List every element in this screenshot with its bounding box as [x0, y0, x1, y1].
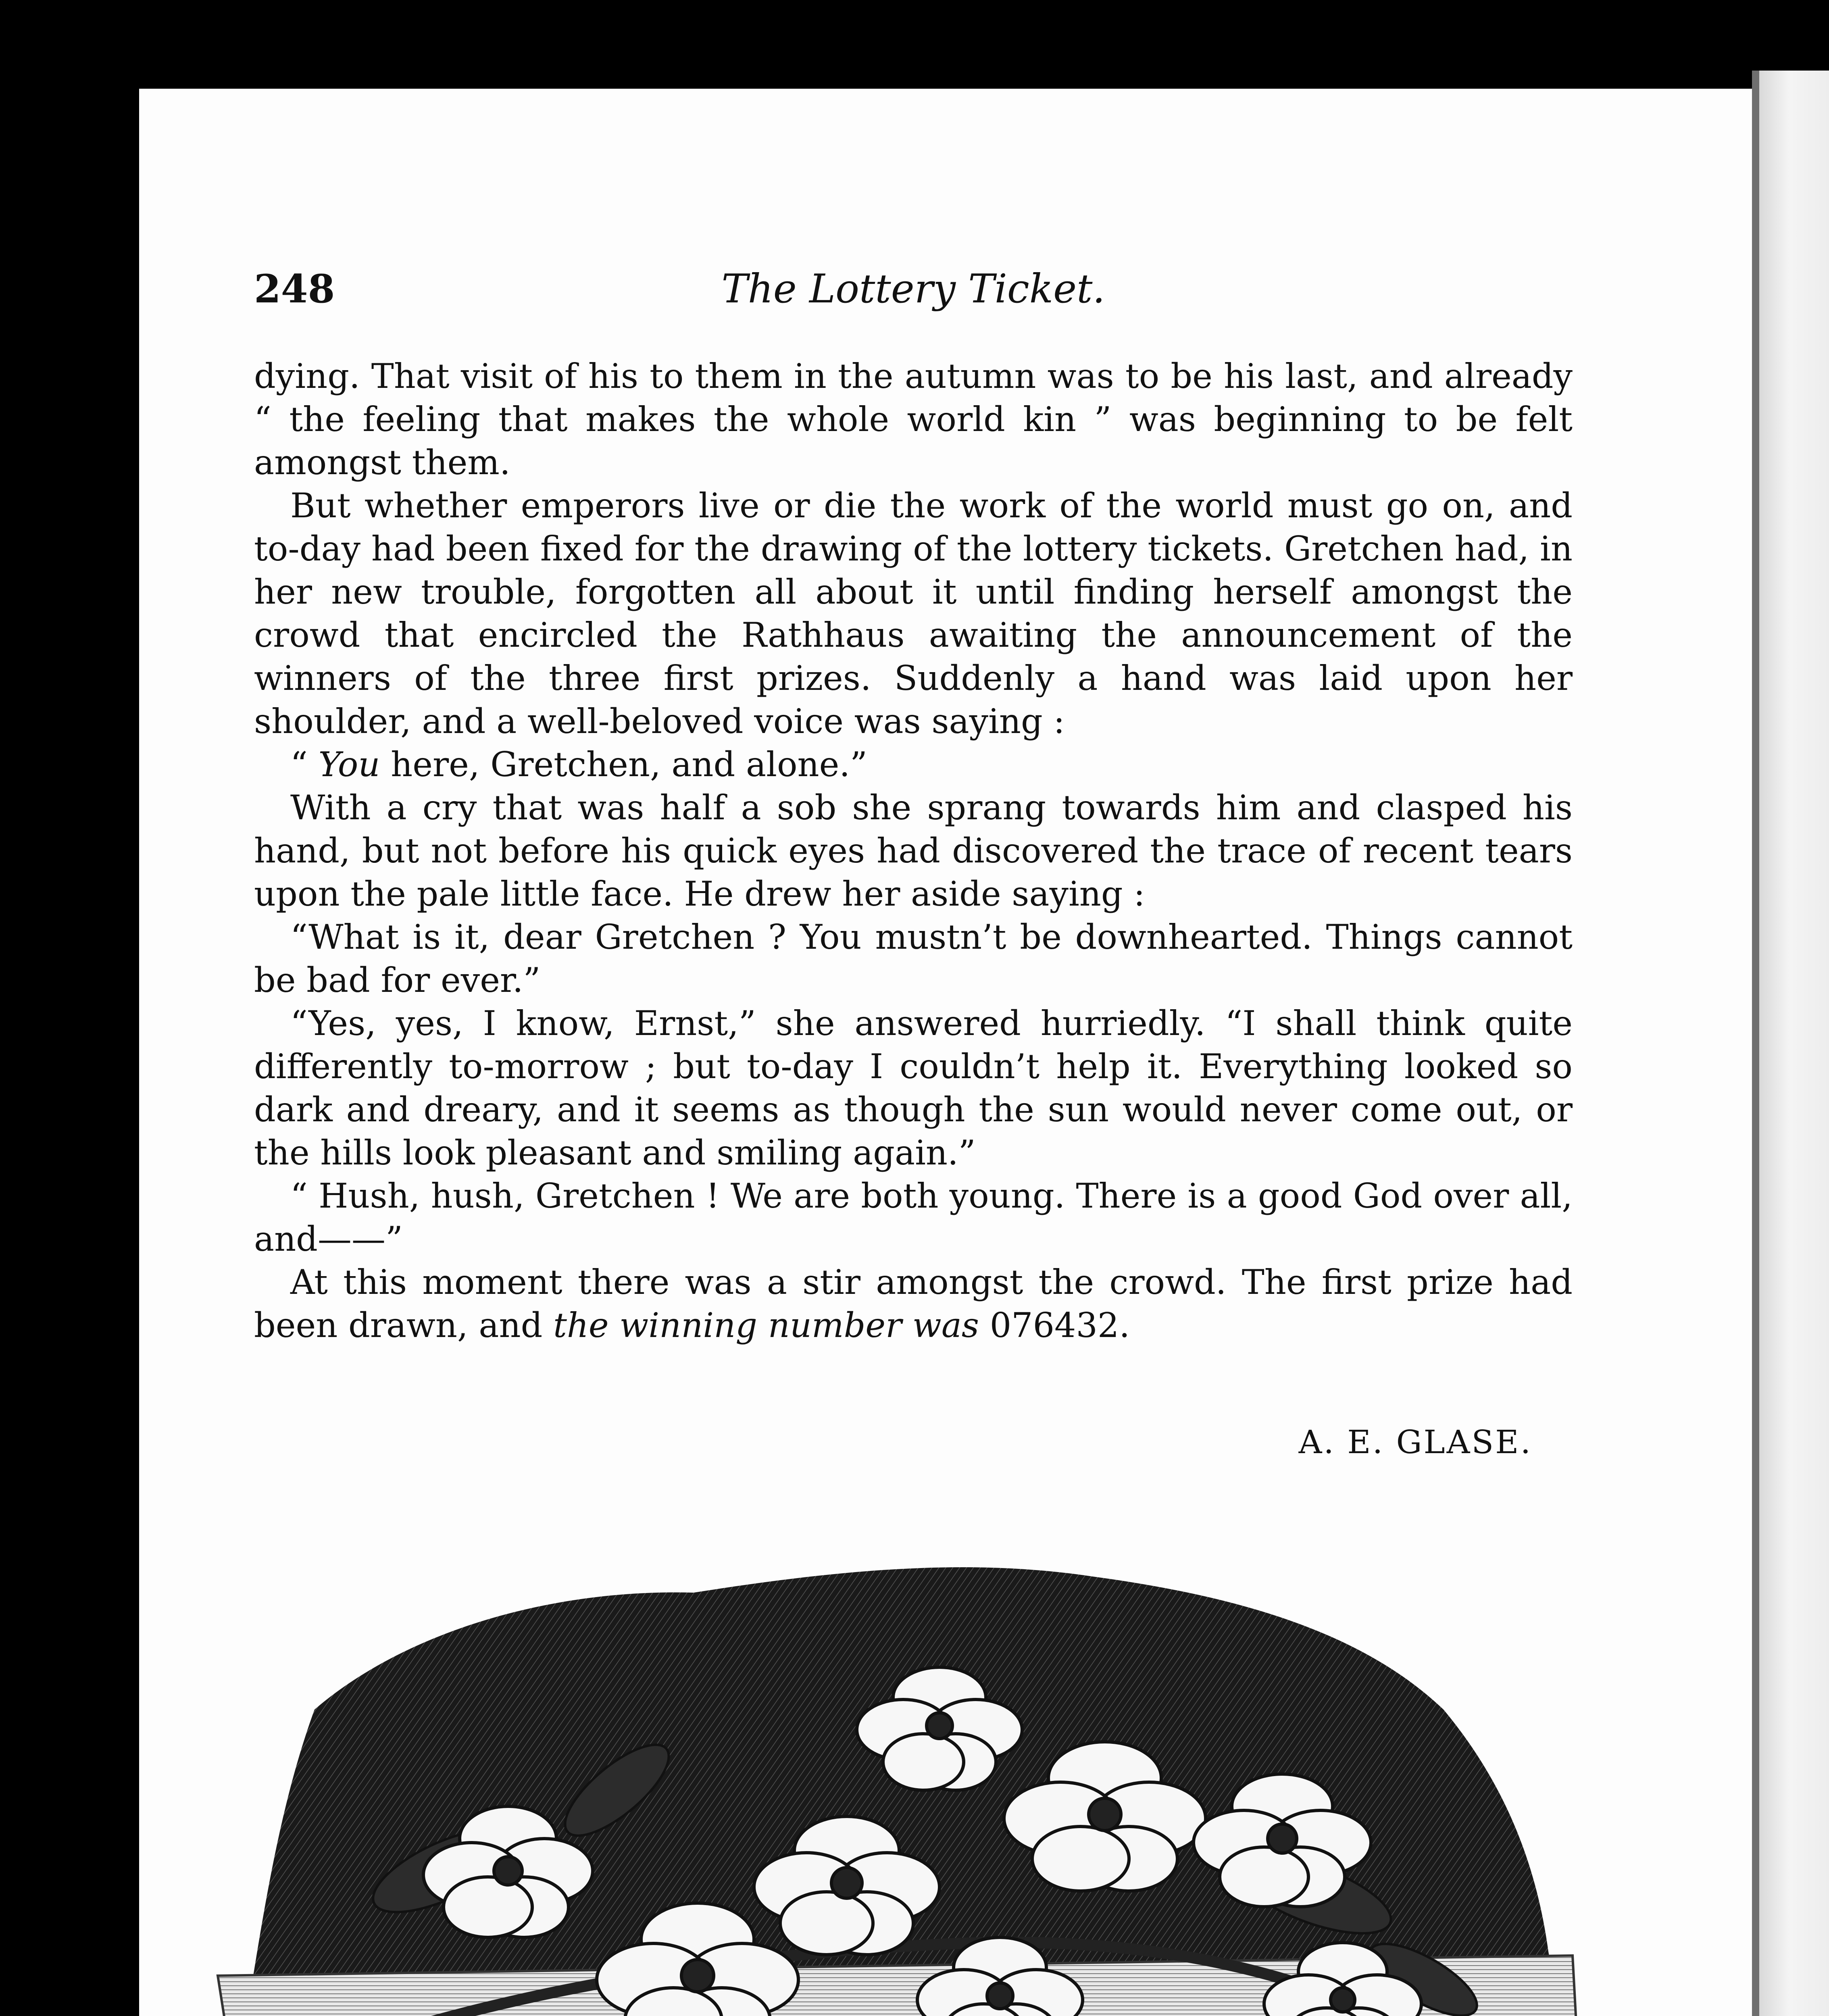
author-signature: A. E. GLASE. [1298, 1423, 1532, 1461]
story-text [254, 355, 1573, 1347]
paragraph [254, 1261, 1573, 1347]
quote-open: “ [290, 745, 319, 784]
running-title: The Lottery Ticket. [721, 266, 1105, 312]
paragraph: With a cry that was half a sob she sprang towards him and clasped his hand, but not before his quick eyes had discovered the trace of recent tears upon the pale little face. He drew her aside saying : [254, 788, 1573, 914]
paragraph: “Yes, yes, I know, Ernst,” she answered hurriedly. “I shall think quite differently to-morrow ; but to-day I couldn’t help it. Everything looked so dark and dreary, and it seems as though the sun would never come out, or the hills look pleasant and smiling again.” [254, 1004, 1573, 1173]
paragraph: dying. That visit of his to them in the autumn was to be his last, and already “ the feeling that makes the whole world kin ” was beginning to be felt amongst them. [254, 356, 1573, 482]
paragraph: “ Hush, hush, Gretchen ! We are both young. There is a good God over all, and——” [254, 1176, 1573, 1259]
paragraph-text: At this moment there was a stir amongst the crowd. The first prize had been drawn, and [254, 1262, 1573, 1345]
paragraph: But whether emperors live or die the work of the world must go on, and to-day had been fixed for the drawing of the lottery tickets. Gretchen had, in her new trouble, forgotten all about it until finding herself amongst the crowd that encircled the Rathhaus awaiting the announcement of the winners of the three first prizes. Suddenly a hand was laid upon her shoulder, and a well-beloved voice was saying : [254, 486, 1573, 741]
emphasis-text: the winning number was [553, 1306, 979, 1345]
paragraph: “What is it, dear Gretchen ? You mustn’t be downhearted. Things cannot be bad for ever.” [254, 917, 1573, 1000]
running-head [254, 266, 1573, 323]
adjacent-page-edge [1752, 71, 1829, 2016]
emphasis-text: You [318, 745, 380, 784]
winning-number: 076432. [979, 1306, 1130, 1345]
flower-sprig-illustration [194, 1500, 1645, 2016]
page-number: 248 [254, 266, 335, 312]
paragraph-text: here, Gretchen, and alone.” [380, 745, 867, 784]
paragraph [254, 743, 1573, 786]
